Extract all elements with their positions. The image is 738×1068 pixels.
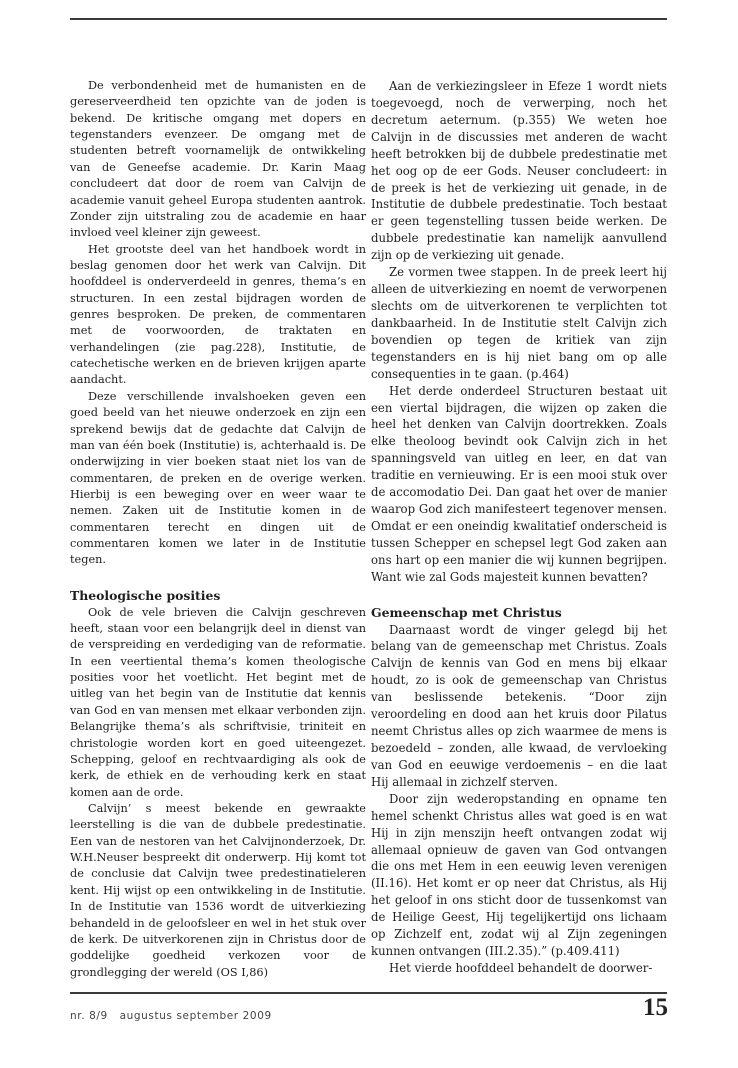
paragraph: Daarnaast wordt de vinger gelegd bij het belang van de gemeenschap met Christus. Zoals Calvijn de kennis van God en mens bij elkaar houdt, zo is ook de gemeenschap van Christus van beslissende betekenis. “Door zijn veroordeling en dood aan het kruis door Pilatus neemt Christus alles op zich waarmee de mens is bezoedeld – zonden, alle kwaad, de vervloeking van God en eeuwige verdoemenis – en die laat Hij allemaal in zichzelf sterven. [371, 622, 667, 789]
right-column [371, 78, 667, 977]
paragraph: De verbondenheid met de humanisten en de gereserveerdheid ten opzichte van de joden is bekend. De kritische omgang met dopers en tegenstanders evenzeer. De omgang met de studenten betreft voornamelijk de ontwikkeling van de Geneefse academie. Dr. Karin Maag concludeert dat door de roem van Calvijn de academie vanuit geheel Europa studenten aantrok. Zonder zijn uitstraling zou de academie en haar invloed veel kleiner zijn geweest. [70, 79, 366, 240]
footer-rule [70, 992, 667, 994]
left-column [70, 78, 366, 981]
paragraph: Ze vormen twee stappen. In de preek leert hij alleen de uitverkiezing en noemt de verworpenen slechts om de uitverkorenen te verplichten tot dankbaarheid. In de Institutie stelt Calvijn zich bovendien op tegen de kritiek van zijn tegenstanders en is hij niet bang om op alle consequenties in te gaan. (p.464) [371, 265, 667, 381]
paragraph: Ook de vele brieven die Calvijn geschreven heeft, staan voor een belangrijk deel in dienst van de verspreiding en verdediging van de reformatie. In een veertiental thema’s komen theologische posities voor het voetlicht. Het begint met de uitleg van het begin van de Institutie dat kennis van God en van mensen met elkaar verbonden zijn. Belangrijke thema’s als schriftvisie, triniteit en christologie worden kort en goed uiteengezet. Schepping, geloof en rechtvaardiging als ook de kerk, de ethiek en de verhouding kerk en staat komen aan de orde. [70, 605, 366, 799]
top-rule [70, 18, 667, 20]
paragraph: Deze verschillende invalshoeken geven een goed beeld van het nieuwe onderzoek en zijn een sprekend bewijs dat de gedachte dat Calvijn de man van één boek (Institutie) is, achterhaald is. De onderwijzing in vier boeken staat niet los van de commentaren, de preken en de overige werken. Hierbij is een beweging over en weer waar te nemen. Zaken uit de Institutie komen in de commentaren terecht en dingen uit de commentaren komen we later in de Institutie tegen. [70, 389, 366, 567]
paragraph: Het derde onderdeel Structuren bestaat uit een viertal bijdragen, die wijzen op zaken die heel het denken van Calvijn doortrekken. Zoals elke theoloog bevindt ook Calvijn zich in het spanningsveld van uitleg en leer, en dat van traditie en vernieuwing. Er is een mooi stuk over de accomodatio Dei. Dan gaat het over de manier waarop God zich manifesteert tegenover mensen. Omdat er een oneindig kwalitatief onderscheid is tussen Schepper en schepsel legt God zaken aan ons hart op een manier die wij kunnen begrijpen. Want wie zal Gods majesteit kunnen bevatten? [371, 383, 667, 584]
page-number: 15 [643, 994, 668, 1021]
issue-info: nr. 8/9 augustus september 2009 [70, 1010, 272, 1022]
paragraph: Aan de verkiezingsleer in Efeze 1 wordt niets toegevoegd, noch de verwerping, noch het decretum aeternum. (p.355) We weten hoe Calvijn in de discussies met anderen de wacht heeft betrokken bij de dubbele predestinatie met het oog op de eer Gods. Neuser concludeert: in de preek is het de verkiezing uit genade, in de Institutie de dubbele predestinatie. Toch bestaat er geen tegenstelling tussen beide werken. De dubbele predestinatie kan namelijk aanvullend zijn op de verkiezing uit genade. [371, 79, 667, 263]
paragraph: Het grootste deel van het handboek wordt in beslag genomen door het werk van Calvijn. Dit hoofddeel is onderverdeeld in genres, thema’s en structuren. In een zestal bijdragen worden de genres besproken. De preken, de commentaren met de voorwoorden, de traktaten en verhandelingen (zie pag.228), Institutie, de catechetische werken en de brieven krijgen aparte aandacht. [70, 242, 366, 387]
section-heading: Gemeenschap met Christus [371, 604, 562, 620]
paragraph: Calvijn’ s meest bekende en gewraakte leerstelling is die van de dubbele predestinatie. Een van de nestoren van het Calvijnonderzoek, Dr. W.H.Neuser bespreekt dit onderwerp. Hij komt tot de conclusie dat Calvijn twee predestinatieleren kent. Hij wijst op een ontwikkeling in de Institutie. In de Institutie van 1536 wordt de uitverkiezing behandeld in de geloofsleer en wel in het stuk over de kerk. De uitverkorenen zijn in Christus door de goddelijke goedheid verkozen voor de grondlegging der wereld (OS I,86) [70, 802, 366, 979]
paragraph: Door zijn wederopstanding en opname ten hemel schenkt Christus alles wat goed is en wat Hij in zijn menszijn heeft ontvangen zodat wij allemaal opnieuw de gaven van God ontvangen die ons met Hem in een eeuwig leven verenigen (II.16). Het komt er op neer dat Christus, als Hij het geloof in ons sticht door de tussenkomst van de Heilige Geest, Hij tegelijkertijd ons lichaam op Zichzelf ent, zodat wij al Zijn zegeningen kunnen ontvangen (III.2.35).” (p.409.411) [371, 791, 667, 959]
section-heading: Theologische posities [70, 587, 221, 603]
paragraph: Het vierde hoofddeel behandelt de doorwer- [389, 961, 653, 975]
